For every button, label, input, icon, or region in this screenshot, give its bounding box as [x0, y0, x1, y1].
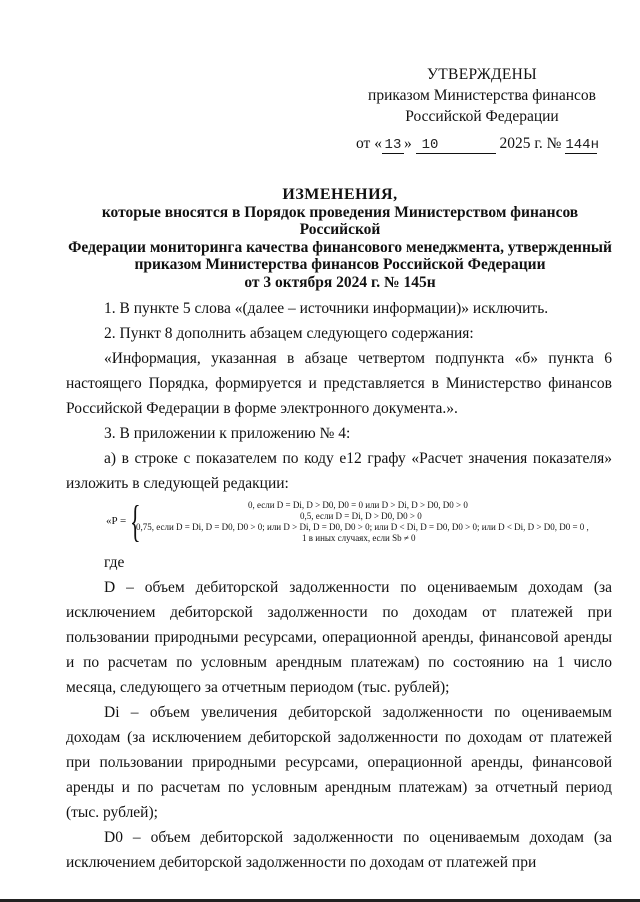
formula-case: 0,5, если D = Di, D > D0, D0 > 0 — [300, 511, 422, 521]
order-day: 13 — [382, 137, 404, 154]
title-line: Федерации мониторинга качества финансового менеджмента, утвержденный — [68, 238, 612, 256]
definition-d: D – объем дебиторской задолженности по оцениваемым доходам (за исключением дебиторской задолженности по доходам от платежей при пользовании природными ресурсами, операционной аренды, финансовой аренды и по расчетам по условным арендным платежам) по состоянию на 1 число месяца, следующего за отчетным периодом (тыс. рублей); — [66, 579, 612, 696]
definition-di: Di – объем увеличения дебиторской задолженности по оцениваемым доходам (за исключением дебиторской задолженности по доходам от платежей при пользовании природными ресурсами, операционной аренды, финансовой аренды и по расчетам по условным арендным платежам) за отчетный период (тыс. рублей); — [66, 704, 612, 821]
paragraph-where: где — [104, 554, 125, 571]
definition-d0: D0 – объем дебиторской задолженности по оцениваемым доходам (за исключением дебиторской задолженности по доходам от платежей при — [66, 829, 612, 871]
title-line: которые вносятся в Порядок проведения Министерством финансов Российской — [101, 203, 579, 238]
order-prefix: от « — [356, 135, 382, 152]
title-line: приказом Министерства финансов Российской Федерации — [134, 256, 546, 273]
formula-case: 0, если D = Di, D > D0, D0 = 0 или D > Di, D > D0, D0 > 0 — [248, 500, 468, 510]
document-body — [66, 296, 612, 875]
formula-case: 1 в иных случаях, если Sb ≠ 0 — [302, 533, 416, 543]
order-year: 2025 г. № — [499, 135, 562, 152]
document-title — [60, 186, 620, 291]
title-heading: ИЗМЕНЕНИЯ, — [282, 186, 398, 203]
approval-stamp — [352, 64, 612, 127]
paragraph-4: 3. В приложении к приложению № 4: — [104, 425, 351, 442]
formula — [66, 497, 612, 548]
paragraph-5: а) в строке с показателем по коду e12 графу «Расчет значения показателя» изложить в следующей редакции: — [66, 450, 612, 492]
approval-line: Российской Федерации — [405, 108, 559, 125]
paragraph-2: 2. Пункт 8 дополнить абзацем следующего содержания: — [104, 325, 474, 342]
title-line: от 3 октября 2024 г. № 145н — [244, 273, 436, 291]
formula-case: 0,75, если D = Di, D = D0, D0 > 0; или D > Di, D = D0, D0 > 0; или D < Di, D = D0, D0 > 0; или D < Di, D > D0, D0 = 0 , — [136, 522, 589, 532]
paragraph-3: «Информация, указанная в абзаце четвертом подпункта «б» пункта 6 настоящего Порядка, формируется и представляется в Министерство финансов Российской Федерации в форме электронного документа.». — [66, 350, 612, 417]
order-reference — [356, 135, 606, 154]
order-number: 144н — [565, 137, 599, 153]
order-mid: » — [403, 135, 412, 152]
order-month: 10 — [416, 137, 496, 154]
formula-lhs: «P = — [106, 515, 127, 527]
approval-heading: УТВЕРЖДЕНЫ — [427, 66, 537, 83]
formula-brace: { — [130, 497, 141, 546]
approval-line: приказом Министерства финансов — [368, 87, 596, 104]
paragraph-1: 1. В пункте 5 слова «(далее – источники информации)» исключить. — [104, 300, 549, 317]
